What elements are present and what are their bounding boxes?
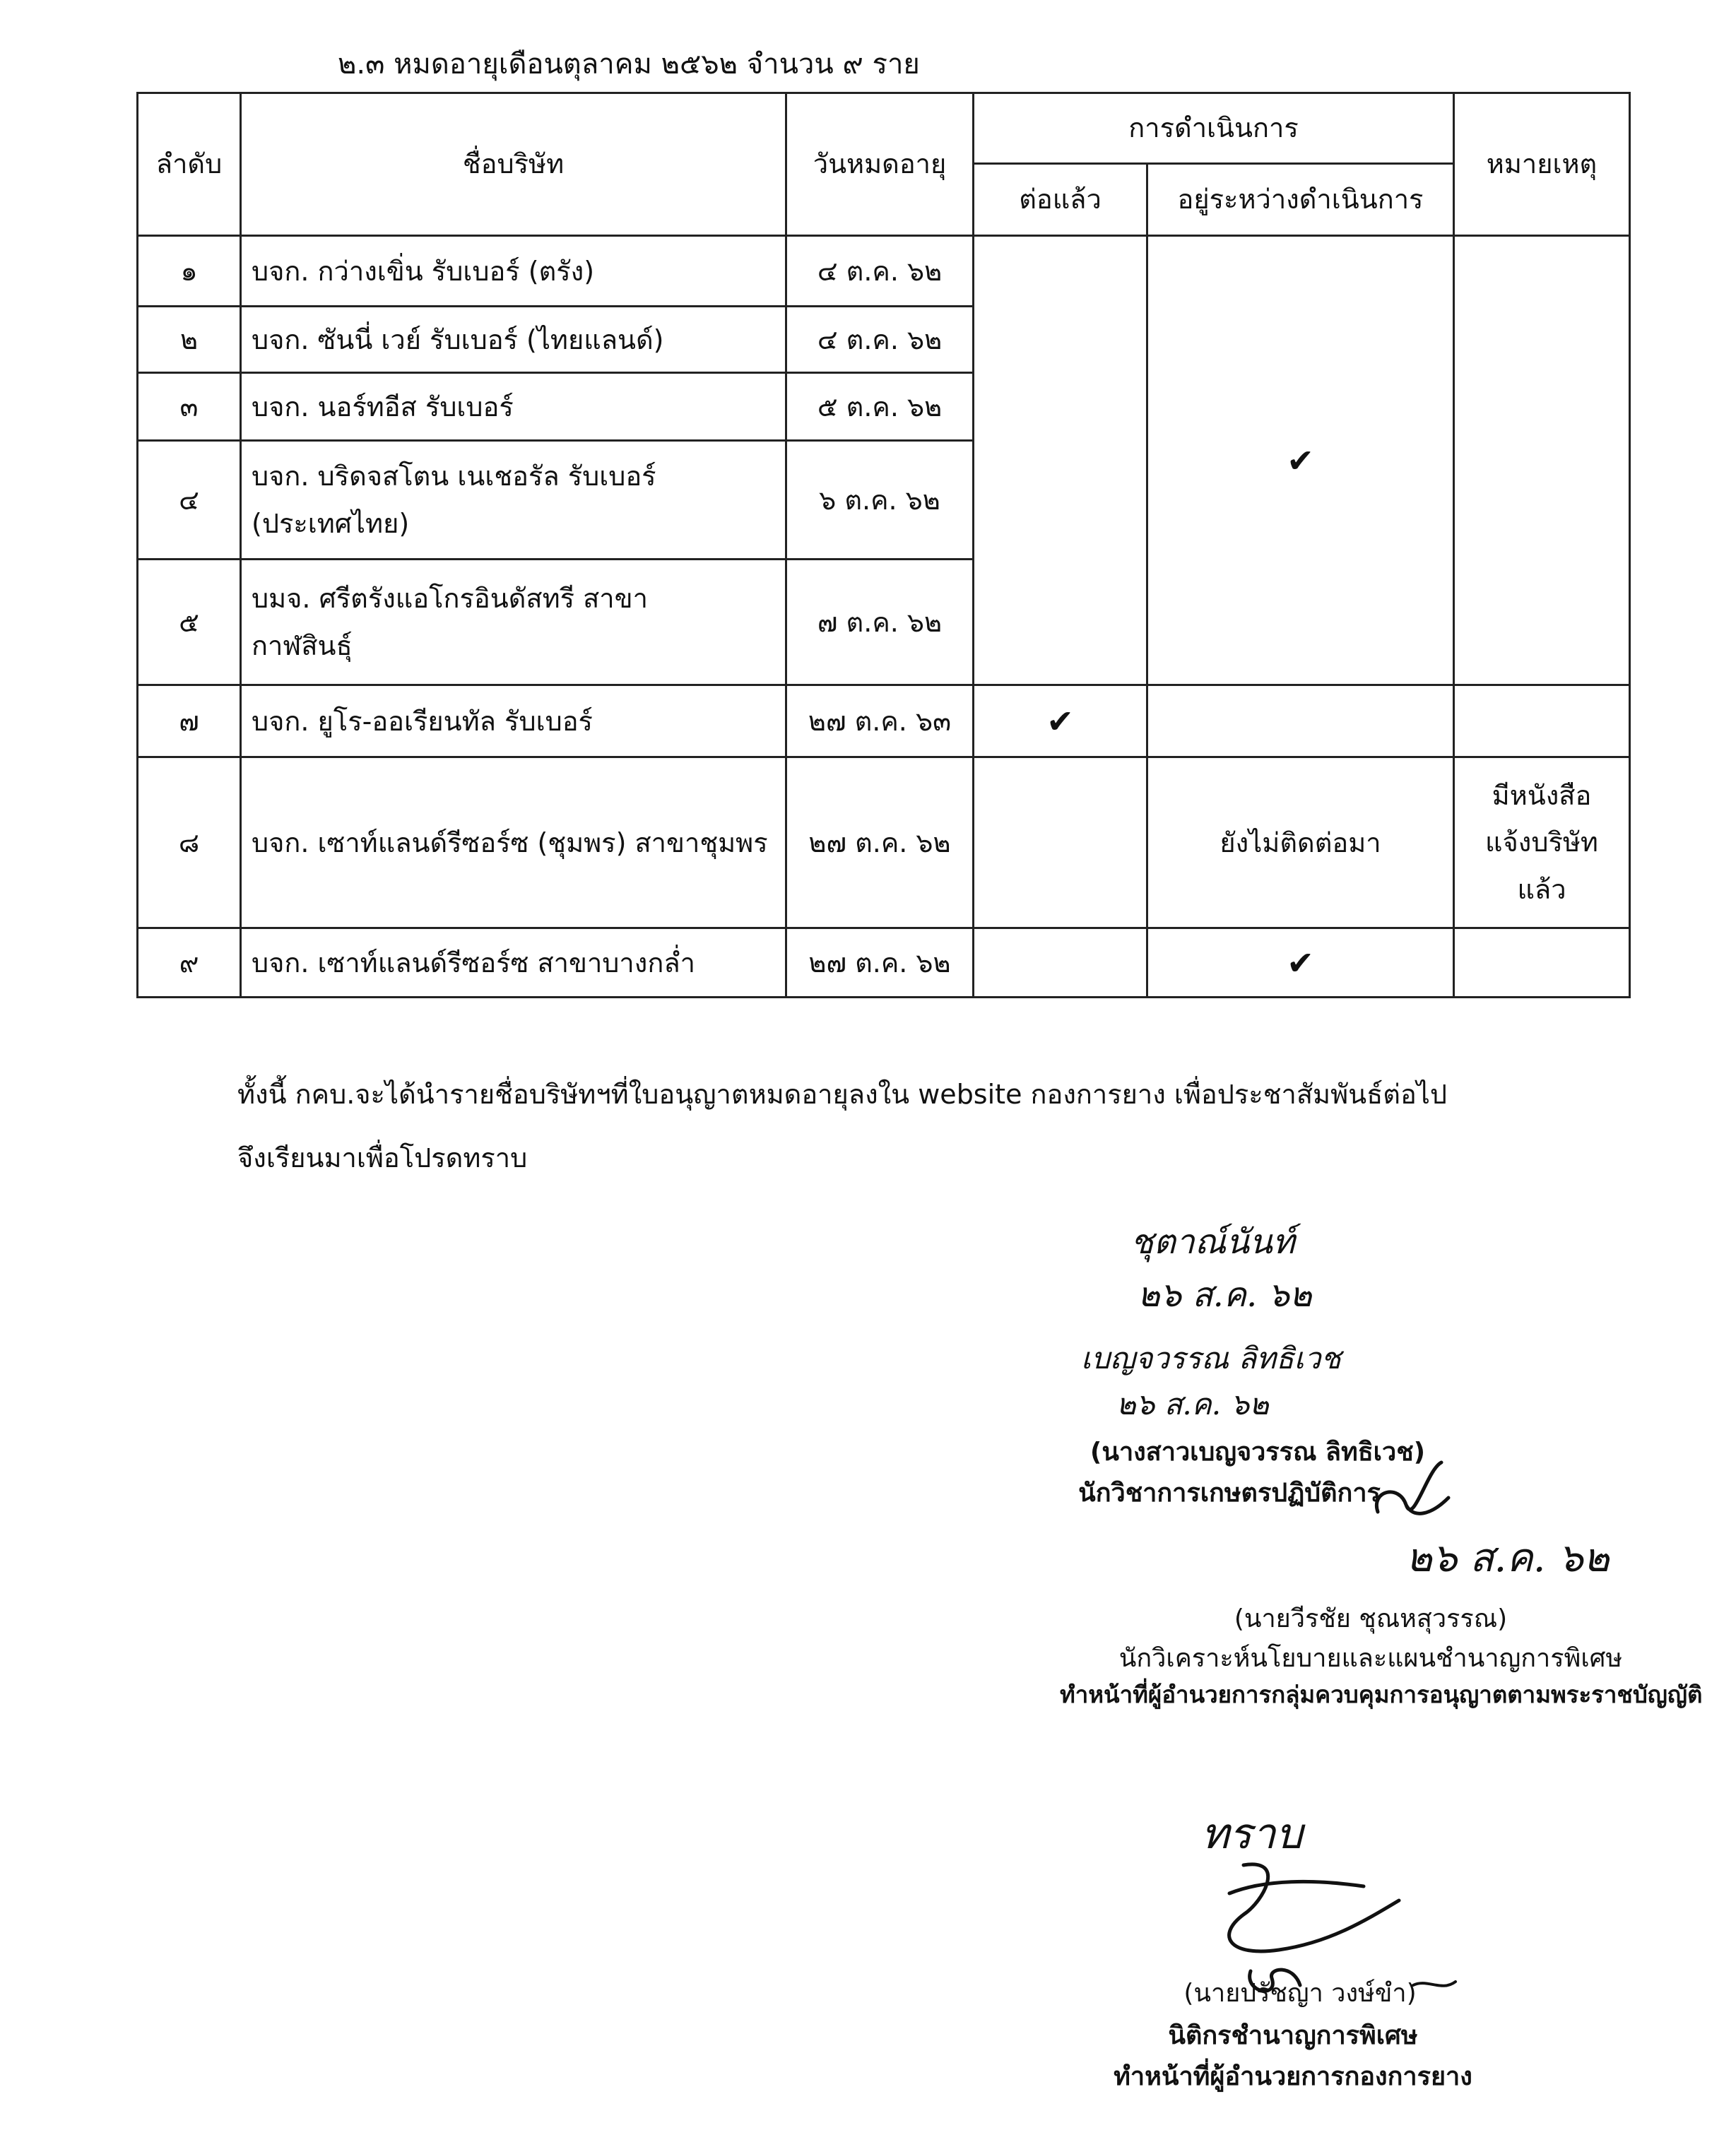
signatory-2-title-line2: ทำหน้าที่ผู้อำนวยการกลุ่มควบคุมการอนุญาตตามพระราชบัญญัติ xyxy=(1060,1681,1703,1708)
company-name-line1: บมจ. ศรีตรังแอโกรอินดัสทรี สาขา xyxy=(252,583,648,614)
company-name: บจก. เซาท์แลนด์รีซอร์ซ สาขาบางกล่ำ xyxy=(241,928,786,998)
row-number: ๑ xyxy=(138,236,241,307)
section-heading: ๒.๓ หมดอายุเดือนตุลาคม ๒๕๖๒ จำนวน ๙ ราย xyxy=(338,48,920,81)
table-header-row xyxy=(138,93,1630,164)
header-order: ลำดับ xyxy=(138,93,241,236)
remark-cell xyxy=(1454,236,1630,685)
handwritten-signature-1: เบญจวรรณ ลิทธิเวช xyxy=(1081,1341,1341,1376)
row-number: ๕ xyxy=(138,560,241,685)
expiry-date: ๒๗ ต.ค. ๖๓ xyxy=(786,685,974,757)
license-expiry-table xyxy=(136,92,1631,998)
row-number: ๔ xyxy=(138,441,241,560)
company-name: บจก. ซันนี่ เวย์ รับเบอร์ (ไทยแลนด์) xyxy=(241,307,786,373)
check-icon: ✔ xyxy=(1046,702,1074,740)
paragraph-closing: จึงเรียนมาเพื่อโปรดทราบ xyxy=(237,1142,528,1173)
remark-cell xyxy=(1454,928,1630,998)
company-name xyxy=(241,441,786,560)
table-row xyxy=(138,236,1630,307)
signatory-1-name: (นางสาวเบญจวรรณ ลิทธิเวช) xyxy=(1090,1438,1426,1467)
header-in-progress: อยู่ระหว่างดำเนินการ xyxy=(1147,164,1454,236)
expiry-date: ๕ ต.ค. ๖๒ xyxy=(786,373,974,441)
in-progress-cell xyxy=(1147,928,1454,998)
check-icon: ✔ xyxy=(1287,943,1314,982)
remark-line1: มีหนังสือ xyxy=(1492,779,1592,811)
remark-cell xyxy=(1454,757,1630,928)
renewed-cell xyxy=(974,236,1147,685)
signatory-3-title-line1: นิติกรชำนาญการพิเศษ xyxy=(1168,2021,1418,2050)
row-number: ๓ xyxy=(138,373,241,441)
header-remark: หมายเหตุ xyxy=(1454,93,1630,236)
row-number: ๙ xyxy=(138,928,241,998)
signatory-2-title-line1: นักวิเคราะห์นโยบายและแผนชำนาญการพิเศษ xyxy=(1118,1644,1623,1673)
row-number: ๒ xyxy=(138,307,241,373)
expiry-date: ๗ ต.ค. ๖๒ xyxy=(786,560,974,685)
signatory-1-title: นักวิชาการเกษตรปฏิบัติการ xyxy=(1078,1479,1381,1508)
company-name: บจก. ยูโร-ออเรียนทัล รับเบอร์ xyxy=(241,685,786,757)
table-row xyxy=(138,685,1630,757)
header-expiry: วันหมดอายุ xyxy=(786,93,974,236)
expiry-date: ๒๗ ต.ค. ๖๒ xyxy=(786,757,974,928)
expiry-date: ๖ ต.ค. ๖๒ xyxy=(786,441,974,560)
header-renewed: ต่อแล้ว xyxy=(974,164,1147,236)
expiry-date: ๔ ต.ค. ๖๒ xyxy=(786,236,974,307)
company-name-line1: บจก. บริดจสโตน เนเชอรัล รับเบอร์ xyxy=(252,461,656,492)
in-progress-cell xyxy=(1147,236,1454,685)
company-name: บจก. เซาท์แลนด์รีซอร์ซ (ชุมพร) สาขาชุมพร xyxy=(241,757,786,928)
signatory-3-title-line2: ทำหน้าที่ผู้อำนวยการกองการยาง xyxy=(1114,2062,1472,2091)
in-progress-cell xyxy=(1147,685,1454,757)
handwritten-note-3-date: ๒๖ ส.ค. ๖๒ xyxy=(1406,1535,1610,1581)
handwritten-signature-1-date: ๒๖ ส.ค. ๖๒ xyxy=(1116,1387,1269,1421)
expiry-date: ๔ ต.ค. ๖๒ xyxy=(786,307,974,373)
remark-cell xyxy=(1454,685,1630,757)
renewed-cell xyxy=(974,928,1147,998)
paragraph-announcement: ทั้งนี้ กคบ.จะได้นำรายชื่อบริษัทฯที่ใบอนุญาตหมดอายุลงใน website กองการยาง เพื่อประชาสัมพันธ์ต่อไป xyxy=(237,1079,1448,1110)
renewed-cell xyxy=(974,757,1147,928)
signatory-2-name: (นายวีรชัย ชุณหสุวรรณ) xyxy=(1234,1604,1508,1633)
handwritten-acknowledged: ทราบ xyxy=(1201,1809,1303,1859)
remark-line2: แจ้งบริษัท xyxy=(1485,827,1598,858)
expiry-date: ๒๗ ต.ค. ๖๒ xyxy=(786,928,974,998)
signatory-3-name: (นายปรัชญา วงษ์ขำ) xyxy=(1183,1979,1417,2008)
company-name: บจก. กว่างเขิ่น รับเบอร์ (ตรัง) xyxy=(241,236,786,307)
check-icon: ✔ xyxy=(1287,441,1314,480)
remark-line3: แล้ว xyxy=(1517,873,1566,905)
handwritten-note-1-line2: ๒๖ ส.ค. ๖๒ xyxy=(1138,1275,1312,1315)
header-company: ชื่อบริษัท xyxy=(241,93,786,236)
row-number: ๘ xyxy=(138,757,241,928)
handwritten-note-1-line1: ชุตาณ์นันท์ xyxy=(1130,1222,1295,1262)
company-name: บจก. นอร์ทอีส รับเบอร์ xyxy=(241,373,786,441)
company-name-line2: กาฬสินธุ์ xyxy=(252,629,353,661)
renewed-cell xyxy=(974,685,1147,757)
handwritten-initials-mark xyxy=(1364,1455,1470,1533)
company-name xyxy=(241,560,786,685)
row-number: ๗ xyxy=(138,685,241,757)
status-not-contacted: ยังไม่ติดต่อมา xyxy=(1147,757,1454,928)
header-action: การดำเนินการ xyxy=(974,93,1454,164)
table-row xyxy=(138,757,1630,928)
company-name-line2: (ประเทศไทย) xyxy=(252,507,410,539)
table-row xyxy=(138,928,1630,998)
